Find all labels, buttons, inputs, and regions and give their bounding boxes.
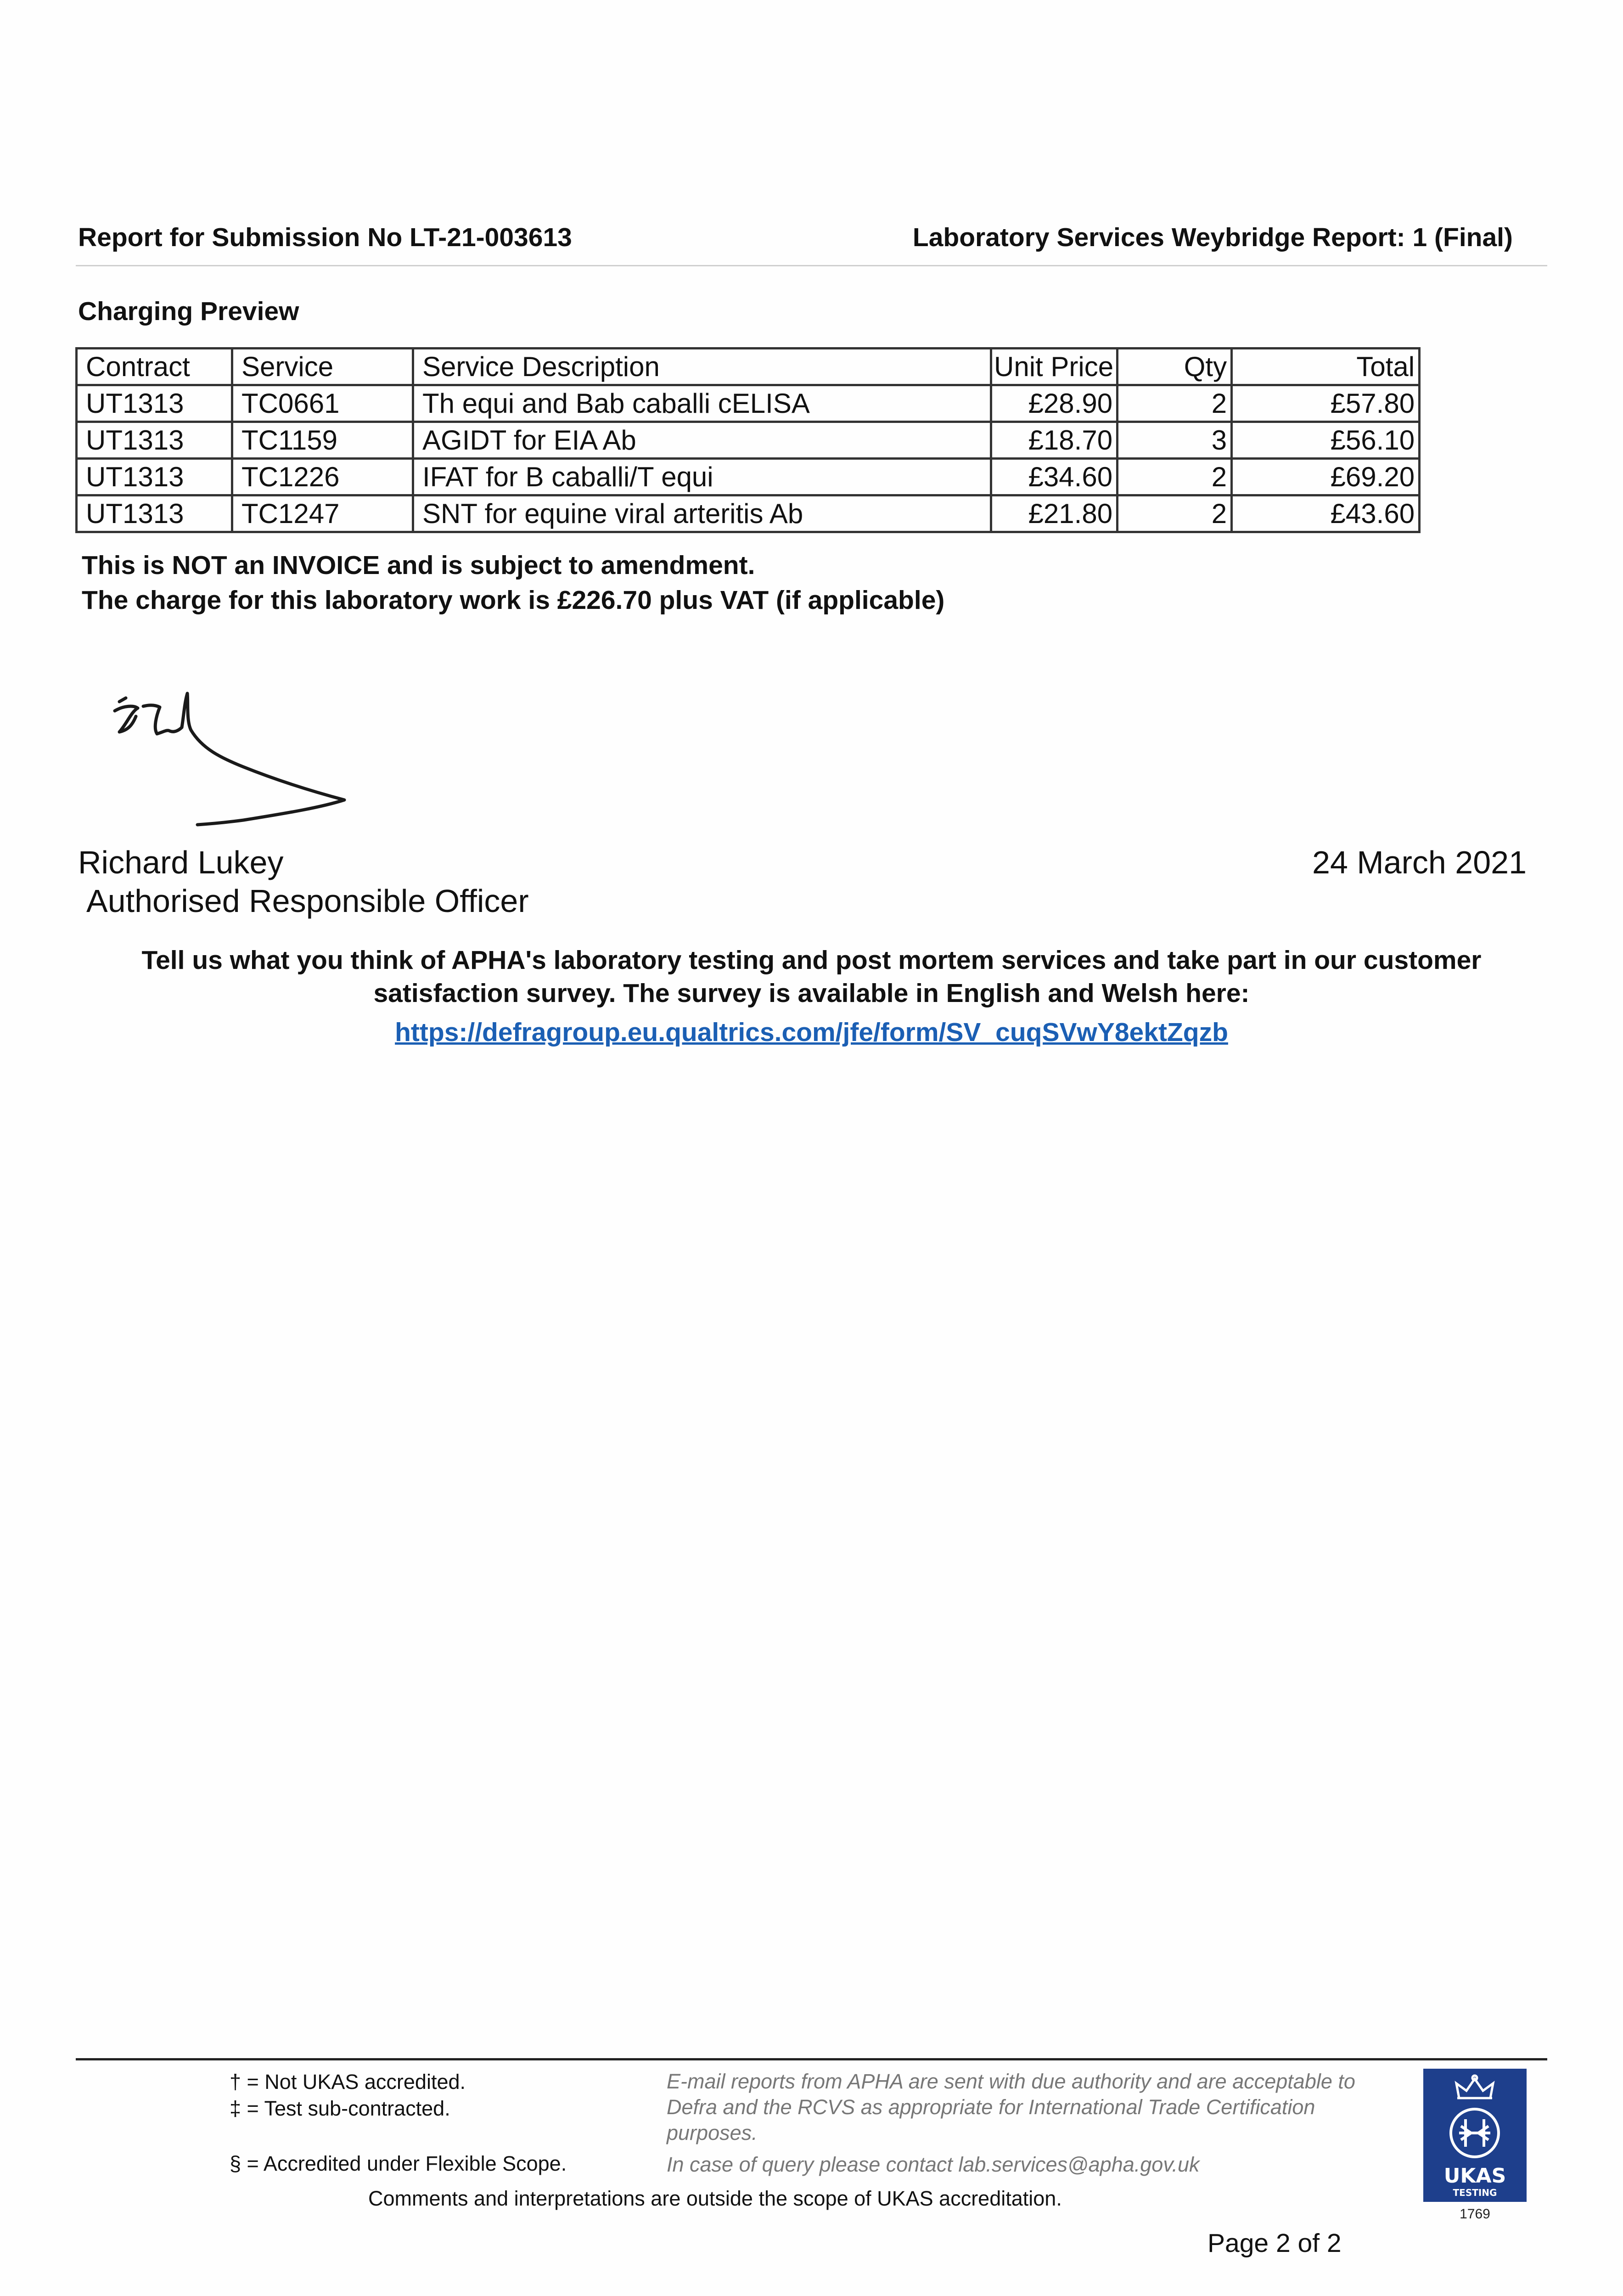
column-header: Service (232, 349, 413, 385)
ukas-badge (1423, 2069, 1527, 2202)
unit-price-cell: £28.90 (991, 385, 1118, 422)
column-header: Service Description (413, 349, 991, 385)
table-row (77, 495, 1420, 532)
signature-date: 24 March 2021 (1312, 844, 1527, 880)
description-cell: IFAT for B caballi/T equi (413, 459, 991, 495)
contract-cell: UT1313 (77, 495, 232, 532)
unit-price-cell: £34.60 (991, 459, 1118, 495)
footer-divider (76, 2058, 1547, 2060)
legend-sub-contracted: ‡ = Test sub-contracted. (230, 2097, 450, 2120)
qty-cell: 2 (1118, 495, 1232, 532)
charging-table (75, 347, 1421, 533)
ukas-logo-subtext: TESTING (1453, 2187, 1497, 2198)
qty-cell: 2 (1118, 459, 1232, 495)
crown-icon (1452, 2074, 1498, 2103)
contract-cell: UT1313 (77, 422, 232, 459)
service-cell: TC1226 (232, 459, 413, 495)
ukas-scope-note: Comments and interpretations are outside the scope of UKAS accreditation. (368, 2187, 1062, 2210)
service-cell: TC1159 (232, 422, 413, 459)
table-row (77, 422, 1420, 459)
total-cell: £56.10 (1232, 422, 1420, 459)
page-number: Page 2 of 2 (1207, 2228, 1342, 2258)
email-reports-note: E-mail reports from APHA are sent with due authority and are acceptable to Defra and the RCVS as appropriate for International Trade Certification purposes. (667, 2070, 1355, 2144)
ukas-logo-text: UKAS (1443, 2164, 1506, 2188)
submission-title: Report for Submission No LT-21-003613 (78, 223, 572, 252)
total-cell: £69.20 (1232, 459, 1420, 495)
query-contact-note: In case of query please contact lab.services@apha.gov.uk (667, 2153, 1200, 2176)
charge-notice: The charge for this laboratory work is £226.70 plus VAT (if applicable) (82, 585, 945, 615)
table-header-row (77, 349, 1420, 385)
description-cell: SNT for equine viral arteritis Ab (413, 495, 991, 532)
service-cell: TC0661 (232, 385, 413, 422)
legend-not-accredited: † = Not UKAS accredited. (230, 2070, 466, 2093)
column-header: Unit Price (991, 349, 1118, 385)
legend-flexible-scope: § = Accredited under Flexible Scope. (230, 2152, 567, 2175)
description-cell: AGIDT for EIA Ab (413, 422, 991, 459)
signer-role: Authorised Responsible Officer (86, 883, 529, 919)
unit-price-cell: £18.70 (991, 422, 1118, 459)
handwritten-signature (106, 684, 354, 840)
total-cell: £43.60 (1232, 495, 1420, 532)
table-row (77, 385, 1420, 422)
unit-price-cell: £21.80 (991, 495, 1118, 532)
total-cell: £57.80 (1232, 385, 1420, 422)
header-divider (76, 265, 1547, 266)
description-cell: Th equi and Bab caballi cELISA (413, 385, 991, 422)
qty-cell: 2 (1118, 385, 1232, 422)
column-header: Contract (77, 349, 232, 385)
qty-cell: 3 (1118, 422, 1232, 459)
invoice-notice: This is NOT an INVOICE and is subject to amendment. (82, 551, 755, 580)
table-row (77, 459, 1420, 495)
report-title: Laboratory Services Weybridge Report: 1 (Final) (912, 223, 1513, 252)
contract-cell: UT1313 (77, 459, 232, 495)
signer-name: Richard Lukey (78, 844, 284, 880)
ukas-emblem-icon (1447, 2105, 1502, 2161)
survey-link[interactable]: https://defragroup.eu.qualtrics.com/jfe/form/SV_cuqSVwY8ektZqzb (395, 1018, 1228, 1047)
ukas-logo (1423, 2069, 1527, 2229)
ukas-accreditation-number: 1769 (1460, 2206, 1490, 2222)
section-title: Charging Preview (78, 297, 299, 326)
survey-text: Tell us what you think of APHA's laboratory testing and post mortem services and take part in our customer satisfaction survey. The survey is available in English and Welsh here: (141, 945, 1482, 1008)
contract-cell: UT1313 (77, 385, 232, 422)
column-header: Qty (1118, 349, 1232, 385)
column-header: Total (1232, 349, 1420, 385)
service-cell: TC1247 (232, 495, 413, 532)
